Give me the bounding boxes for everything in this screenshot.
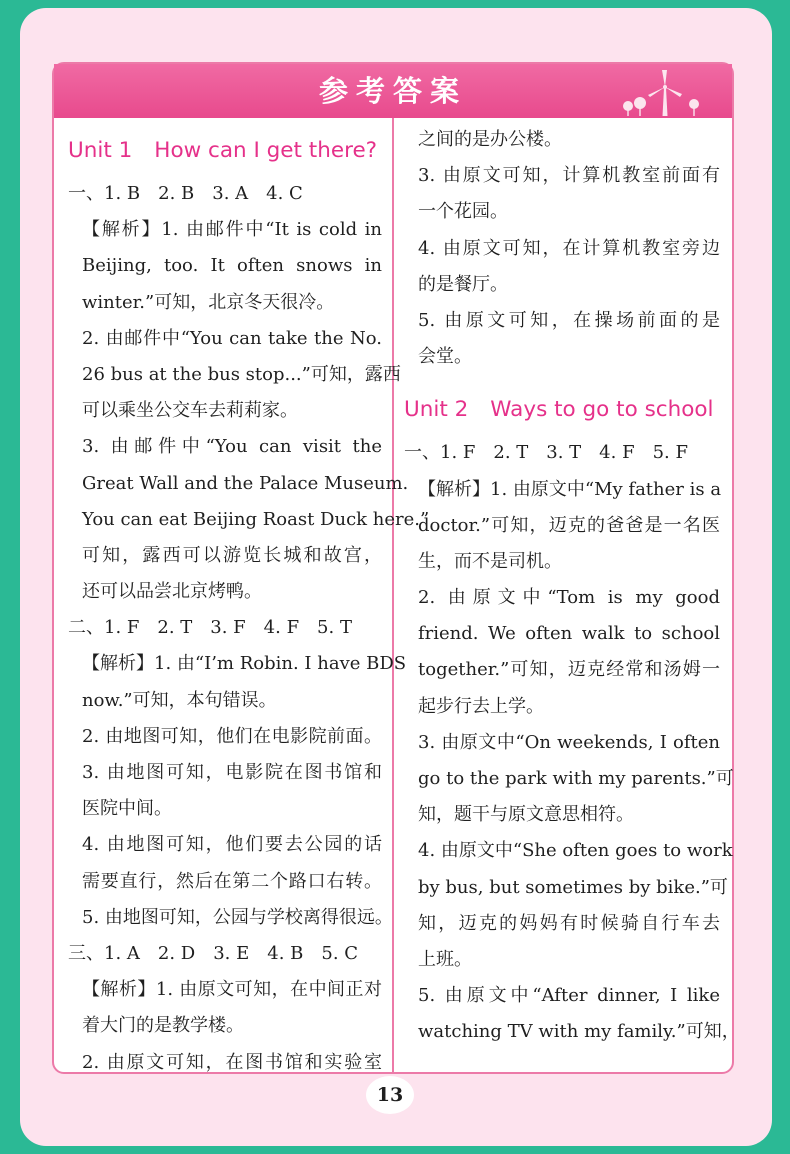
answer-line: 2. 由原文中“Tom is my good	[418, 587, 720, 609]
unit1-heading	[68, 126, 382, 176]
answer-line: 起步行去上学。	[418, 695, 544, 717]
answer-line: 【解析】1. 由“I’m Robin. I have BDS	[82, 653, 407, 675]
page-number: 13	[376, 1084, 404, 1106]
answer-line: You can eat Beijing Roast Duck here.”	[82, 508, 430, 530]
answer-line: by bus, but sometimes by bike.”可	[418, 876, 728, 898]
unit2-number: Unit 2	[404, 397, 469, 423]
answer-line: 二、1. F 2. T 3. F 4. F 5. T	[68, 617, 352, 639]
answer-line: 3. 由地图可知，电影院在图书馆和	[82, 762, 382, 783]
answer-line: together.”可知，迈克经常和汤姆一	[418, 659, 720, 681]
answer-line: Beijing, too. It often snows in	[82, 255, 382, 277]
answer-line: go to the park with my parents.”可	[418, 768, 734, 789]
answer-line: 4. 由原文可知，在计算机教室旁边	[418, 237, 720, 259]
answer-line: now.”可知，本句错误。	[82, 689, 277, 711]
answer-line: 【解析】1. 由邮件中“It is cold in	[82, 219, 382, 241]
answer-line: friend. We often walk to school	[418, 623, 720, 645]
answer-line: 上班。	[418, 948, 472, 970]
answer-line: 着大门的是教学楼。	[82, 1015, 244, 1037]
answer-panel	[52, 62, 740, 1074]
left-column	[68, 126, 430, 1081]
unit1-title: How can I get there?	[154, 138, 378, 163]
answer-line: 还可以品尝北京烤鸭。	[82, 581, 262, 603]
answer-line: 3. 由原文中“On weekends, I often	[418, 731, 720, 753]
answer-line: 可知，露西可以游览长城和故宫，	[82, 544, 382, 566]
answer-line: 26 bus at the bus stop...”可知，露西	[82, 363, 401, 385]
answer-line: 医院中间。	[82, 798, 172, 820]
unit2-heading	[404, 385, 720, 435]
answer-line: 3. 由邮件中“You can visit the	[82, 436, 382, 458]
answer-line: 【解析】1. 由原文可知，在中间正对	[82, 979, 382, 1001]
section-gap	[418, 375, 720, 385]
answer-line: 【解析】1. 由原文中“My father is a	[418, 478, 722, 500]
unit2-title: Ways to go to school	[490, 397, 714, 423]
answer-line: 一个花园。	[418, 201, 508, 223]
answer-line: 需要直行，然后在第二个路口右转。	[82, 870, 382, 892]
answer-line: 2. 由邮件中“You can take the No.	[82, 327, 382, 349]
answer-line: 3. 由原文可知，计算机教室前面有	[418, 165, 720, 187]
answer-line: 知，题干与原文意思相符。	[418, 804, 634, 826]
windmill-icon	[618, 68, 708, 116]
answer-line: 会堂。	[418, 346, 472, 368]
answer-line: 知，迈克的妈妈有时候骑自行车去	[418, 912, 720, 934]
answer-line: winter.”可知，北京冬天很冷。	[82, 291, 335, 313]
answer-line: 生，而不是司机。	[418, 550, 562, 572]
unit1-number: Unit 1	[68, 138, 133, 163]
answer-line: 三、1. A 2. D 3. E 4. B 5. C	[68, 942, 359, 964]
answer-line: doctor.”可知，迈克的爸爸是一名医	[418, 514, 720, 536]
answer-line: 5. 由原文中“After dinner, I like	[418, 985, 720, 1007]
answer-line: 2. 由原文可知，在图书馆和实验室	[82, 1051, 382, 1073]
page-title: 参考答案	[318, 74, 467, 108]
answer-line: 2. 由地图可知，他们在电影院前面。	[82, 725, 382, 747]
answer-line: 的是餐厅。	[418, 273, 508, 295]
answer-line: 一、1. B 2. B 3. A 4. C	[68, 183, 303, 204]
answer-line: 4. 由地图可知，他们要去公园的话	[82, 834, 382, 856]
answer-line: 4. 由原文中“She often goes to work	[418, 840, 733, 862]
answer-line: 之间的是办公楼。	[418, 129, 562, 150]
title-bar	[54, 64, 732, 118]
answer-line: 一、1. F 2. T 3. T 4. F 5. F	[404, 442, 688, 464]
answer-line: 5. 由原文可知，在操场前面的是	[418, 309, 720, 331]
answer-line: watching TV with my family.”可知，	[418, 1021, 740, 1043]
answer-line: Great Wall and the Palace Museum.	[82, 472, 409, 494]
right-column	[404, 122, 740, 1051]
answer-line: 5. 由地图可知，公园与学校离得很远。	[82, 906, 393, 928]
answer-line: 可以乘坐公交车去莉莉家。	[82, 400, 298, 422]
